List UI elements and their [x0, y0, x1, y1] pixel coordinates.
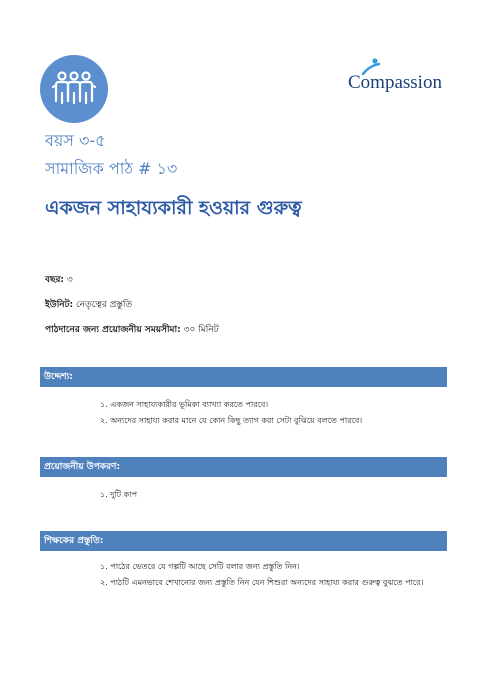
- children-group-logo: [40, 55, 108, 123]
- time-value: ৩০ মিনিট: [183, 325, 219, 335]
- list-item: ১. পাঠের ভেতরে যে গল্পটি আছে সেটি বলার জন্য প্রস্তুতি নিন।: [100, 562, 300, 571]
- section-bar-materials: প্রয়োজনীয় উপকরণ:: [40, 457, 447, 477]
- year-label: বছর:: [45, 275, 65, 285]
- lesson-heading: সামাজিক পাঠ # ১৩: [45, 159, 178, 178]
- unit-label: ইউনিট:: [45, 300, 74, 310]
- list-item: ১. দুটি কাপ: [100, 490, 138, 499]
- brand-name: Compassion: [348, 72, 442, 93]
- meta-time: [45, 322, 219, 337]
- year-value: ৩: [66, 275, 73, 285]
- list-item: ২. অন্যদের সাহায্য করার মানে যে কোন কিছু ত্যাগ করা সেটা বুঝিয়ে বলতে পারবে।: [100, 416, 363, 425]
- list-item: ২. পাঠটি এমনভাবে শেখানোর জন্য প্রস্তুতি নিন যেন শিশুরা অন্যদের সাহায্য করার গুরুত্ব বুঝতে পারে।: [100, 578, 424, 587]
- time-label: পাঠদানের জন্য প্রয়োজনীয় সময়সীমা:: [45, 325, 181, 335]
- meta-unit: [45, 297, 132, 312]
- section-bar-preparation: শিক্ষকের প্রস্তুতি:: [40, 531, 447, 551]
- age-heading: বয়স ৩-৫: [45, 131, 106, 150]
- section-bar-objectives: উদ্দেশ্য:: [40, 367, 447, 387]
- list-item: ১. একজন সাহায্যকারীর ভূমিকা ব্যাখ্যা করতে পারবে।: [100, 400, 269, 409]
- compassion-logo: [343, 58, 453, 98]
- children-group-icon: [40, 55, 108, 123]
- unit-value: নেতৃত্বের প্রস্তুতি: [76, 300, 133, 310]
- meta-year: [45, 272, 73, 287]
- page-title: একজন সাহায্যকারী হওয়ার গুরুত্ব: [45, 197, 302, 219]
